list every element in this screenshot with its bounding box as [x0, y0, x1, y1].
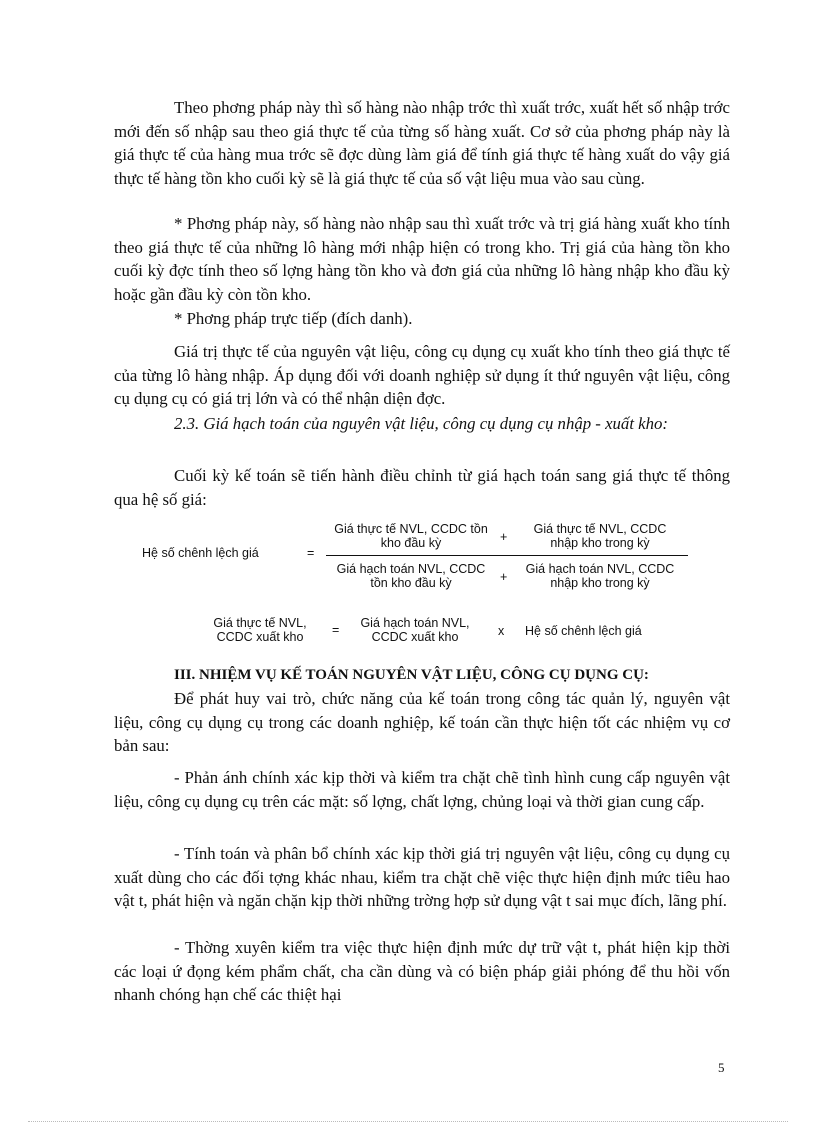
formula2-equals: =: [332, 623, 340, 637]
formula2-mid: Giá hạch toán NVL, CCDC xuất kho: [360, 616, 470, 644]
page-number: 5: [718, 1060, 725, 1075]
paragraph-lifo: * Phơng pháp này, số hàng nào nhập sau thì xuất trớc và trị giá hàng xuất kho tính theo giá thực tế của những lô hàng mới nhập hiện có trong kho. Trị giá của hàng tồn kho cuối kỳ đợc tính theo số lợng hàng tồn kho và đơn giá của những lô hàng nhập kho đầu kỳ hoặc gần đầu kỳ còn tồn kho.: [114, 214, 730, 304]
formula1-den-a: Giá hạch toán NVL, CCDC tồn kho đầu kỳ: [336, 562, 486, 590]
formula2-lhs: Giá thực tế NVL, CCDC xuất kho: [213, 616, 307, 644]
formula1-den-plus: +: [500, 570, 508, 584]
page-bottom-divider: [28, 1121, 788, 1122]
formula1-lhs: Hệ số chênh lệch giá: [142, 546, 259, 560]
paragraph-duty-3: - Thờng xuyên kiểm tra việc thực hiện định mức dự trữ vật t, phát hiện kịp thời các loại ứ đọng kém phẩm chất, cha cần dùng và có biện pháp giải phóng để thu hồi vốn nhanh chóng hạn chế các thiệt hại: [114, 938, 730, 1004]
paragraph-adjustment: Cuối kỳ kế toán sẽ tiến hành điều chỉnh từ giá hạch toán sang giá thực tế thông qua hệ số giá:: [114, 466, 730, 509]
formula1-den-b: Giá hạch toán NVL, CCDC nhập kho trong kỳ: [525, 562, 675, 590]
paragraph-duties-intro: Để phát huy vai trò, chức năng của kế toán trong công tác quản lý, nguyên vật liệu, công cụ dụng cụ trong các doanh nghiệp, kế toán cần thực hiện tốt các nhiệm vụ cơ bản sau:: [114, 689, 730, 755]
formula1-num-plus: +: [500, 530, 508, 544]
formula1-num-a: Giá thực tế NVL, CCDC tồn kho đầu kỳ: [334, 522, 488, 550]
paragraph-fifo: Theo phơng pháp này thì số hàng nào nhập trớc thì xuất trớc, xuất hết số nhập trớc mới đến số nhập sau theo giá thực tế của từng số hàng xuất. Cơ sở của phơng pháp này là giá thực tế của hàng mua trớc sẽ đợc dùng làm giá để tính giá thực tế hàng xuất do vậy giá thực tế hàng tồn kho cuối kỳ sẽ là giá thực tế của số vật liệu mua vào sau cùng.: [114, 98, 730, 188]
formula1-equals: =: [307, 546, 315, 560]
formula1-num-b: Giá thực tế NVL, CCDC nhập kho trong kỳ: [533, 522, 667, 550]
section-heading-2-3: 2.3. Giá hạch toán của nguyên vật liệu, công cụ dụng cụ nhập - xuất kho:: [174, 414, 668, 433]
formula2-times: x: [498, 624, 505, 638]
paragraph-duty-1: - Phản ánh chính xác kịp thời và kiểm tra chặt chẽ tình hình cung cấp nguyên vật liệu, công cụ dụng cụ trên các mặt: số lợng, chất lợng, chủng loại và thời gian cung cấp.: [114, 768, 730, 811]
paragraph-direct-method: * Phơng pháp trực tiếp (đích danh).: [174, 309, 413, 328]
formula2-rhs: Hệ số chênh lệch giá: [525, 624, 642, 638]
paragraph-actual-value: Giá trị thực tế của nguyên vật liệu, công cụ dụng cụ xuất kho tính theo giá thực tế của từng lô hàng nhập. Áp dụng đối với doanh nghiệp sử dụng ít thứ nguyên vật liệu, công cụ dụng cụ có giá trị lớn và có thể nhận diện đợc.: [114, 342, 730, 408]
section-heading-III: III. NHIỆM VỤ KẾ TOÁN NGUYÊN VẬT LIỆU, CÔNG CỤ DỤNG CỤ:: [174, 667, 649, 683]
formula1-fraction-bar: [326, 555, 688, 556]
paragraph-duty-2: - Tính toán và phân bổ chính xác kịp thời giá trị nguyên vật liệu, công cụ dụng cụ xuất dùng cho các đối tợng khác nhau, kiểm tra chặt chẽ việc thực hiện định mức tiêu hao vật t, phát hiện và ngăn chặn kịp thời những trờng hợp sử dụng vật t sai mục đích, lãng phí.: [114, 844, 730, 910]
